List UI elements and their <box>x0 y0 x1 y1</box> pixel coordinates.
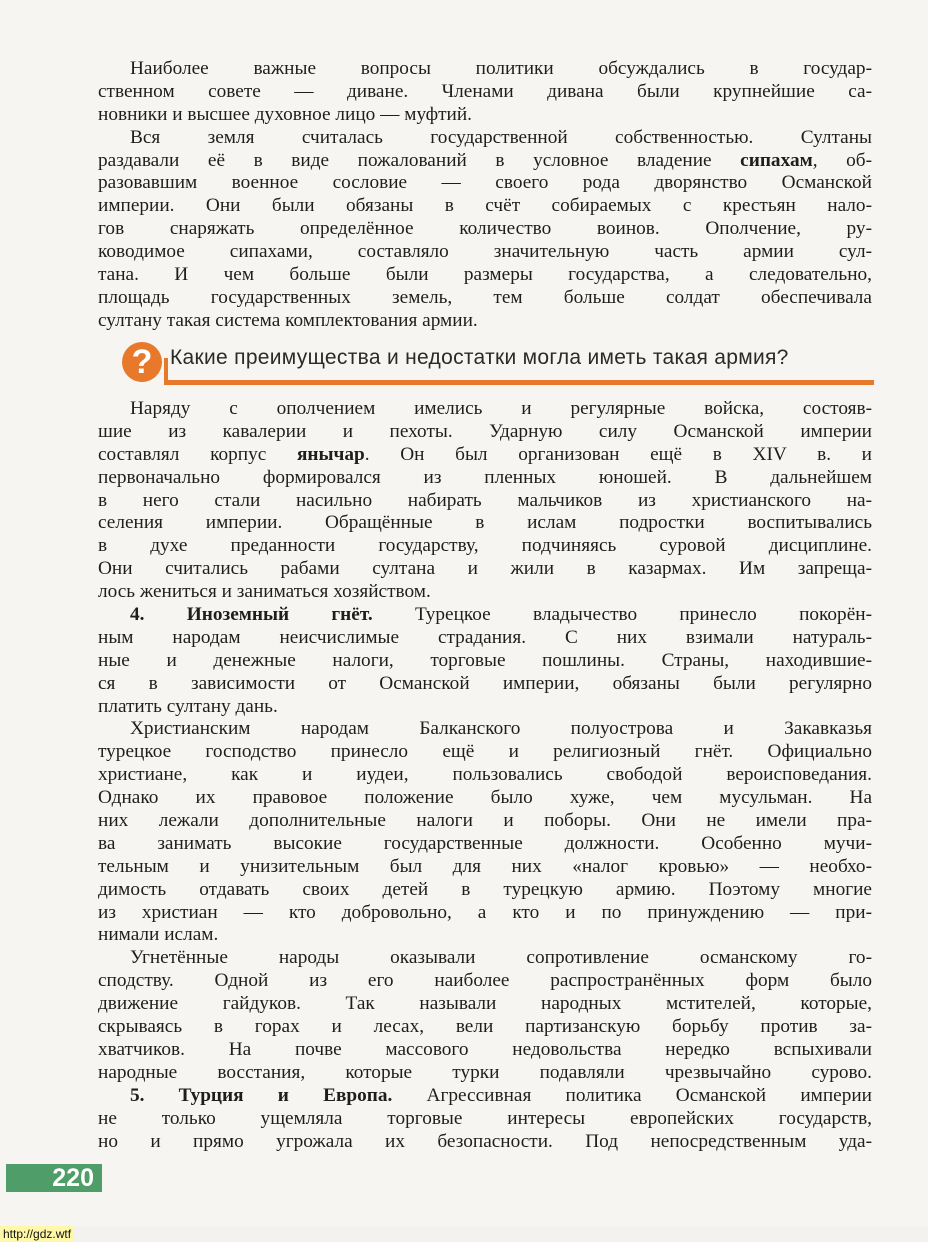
text-line <box>98 558 872 581</box>
text-segment: ся в зависимости от Османской империи, обязаны были регулярно <box>98 672 872 694</box>
text-line <box>98 1131 872 1154</box>
text-line <box>98 310 872 333</box>
text-line <box>98 172 872 195</box>
text-segment: движение гайдуков. Так называли народных мстителей, которые, <box>98 993 872 1015</box>
text-segment: новники и высшее духовное лицо — муфтий. <box>98 103 472 125</box>
text-line <box>98 764 872 787</box>
text-segment: ным народам неисчислимые страдания. С них взимали натураль- <box>98 626 872 648</box>
text-segment: Вся земля считалась государственной собственностью. Султаны <box>130 126 872 148</box>
text-line <box>98 604 872 627</box>
text-line <box>98 650 872 673</box>
text-segment: первоначально формировался из пленных юношей. В дальнейшем <box>98 466 872 488</box>
text-line <box>98 787 872 810</box>
text-line <box>98 696 872 719</box>
watermark-url[interactable]: http://gdz.wtf <box>0 1226 74 1242</box>
text-segment: нимали ислам. <box>98 924 219 946</box>
text-segment: султану такая система комплектования армии. <box>98 309 478 331</box>
text-line <box>98 81 872 104</box>
text-segment: народные восстания, которые турки подавляли чрезвычайно сурово. <box>98 1061 872 1083</box>
text-segment: разовавшим военное сословие — своего рода дворянство Османской <box>98 172 872 194</box>
text-segment: ва занимать высокие государственные должности. Особенно мучи- <box>98 832 872 854</box>
text-line <box>98 490 872 513</box>
text-line <box>98 150 872 173</box>
text-line <box>98 673 872 696</box>
text-line <box>98 1016 872 1039</box>
bold-term: янычар <box>296 443 365 465</box>
text-block-main <box>98 398 872 1153</box>
text-segment: Наиболее важные вопросы политики обсуждались в государ- <box>130 58 872 79</box>
text-line <box>98 241 872 264</box>
text-segment: димость отдавать своих детей в турецкую армию. Поэтому многие <box>98 878 872 900</box>
text-line <box>98 879 872 902</box>
text-line <box>98 264 872 287</box>
question-callout <box>122 338 874 388</box>
text-segment: империи. Они были обязаны в счёт собираемых с крестьян нало- <box>98 195 872 217</box>
text-line <box>98 444 872 467</box>
text-line <box>98 127 872 150</box>
text-line <box>98 398 872 421</box>
text-segment: Наряду с ополчением имелись и регулярные войска, состояв- <box>130 398 872 419</box>
text-line <box>98 810 872 833</box>
text-segment: ственном совете — диване. Членами дивана были крупнейшие са- <box>98 80 872 102</box>
text-line <box>98 1062 872 1085</box>
text-segment: в духе преданности государству, подчиняясь суровой дисциплине. <box>98 535 872 557</box>
text-segment: из христиан — кто добровольно, а кто и по принуждению — при- <box>98 901 872 923</box>
text-segment: составлял корпус <box>98 443 297 465</box>
text-segment: не только ущемляла торговые интересы европейских государств, <box>98 1107 872 1129</box>
page-number: 220 <box>6 1164 102 1192</box>
text-segment: скрываясь в горах и лесах, вели партизанскую борьбу против за- <box>98 1016 872 1038</box>
text-line <box>98 1108 872 1131</box>
text-line <box>98 581 872 604</box>
text-segment: христиане, как и иудеи, пользовались свободой вероисповедания. <box>98 764 872 786</box>
text-line <box>98 970 872 993</box>
text-segment: площадь государственных земель, тем больше солдат обеспечивала <box>98 286 872 308</box>
text-line <box>98 218 872 241</box>
text-line <box>98 993 872 1016</box>
text-line <box>98 718 872 741</box>
text-segment: гов снаряжать определённое количество воинов. Ополчение, ру- <box>98 218 872 240</box>
text-line <box>98 467 872 490</box>
text-line <box>98 627 872 650</box>
text-line <box>98 1039 872 1062</box>
text-segment: лось жениться и заниматься хозяйством. <box>98 581 431 603</box>
text-line <box>98 195 872 218</box>
text-line <box>98 512 872 535</box>
text-segment: платить султану дань. <box>98 695 278 717</box>
text-segment: них лежали дополнительные налоги и поборы. Они не имели пра- <box>98 810 872 832</box>
text-segment: тельным и унизительным был для них «налог кровью» — необхо- <box>98 855 872 877</box>
text-line <box>98 1085 872 1108</box>
question-icon: ? <box>122 342 162 382</box>
text-segment: сподству. Одной из его наиболее распространённых форм было <box>98 970 872 992</box>
text-line <box>98 924 872 947</box>
text-line <box>98 287 872 310</box>
bold-term: 4. Иноземный гнёт. <box>130 604 373 626</box>
text-line <box>98 58 872 81</box>
text-line <box>98 741 872 764</box>
text-segment: Турецкое владычество принесло покорён- <box>372 604 872 626</box>
text-segment: Агрессивная политика Османской империи <box>392 1084 872 1106</box>
text-line <box>98 947 872 970</box>
text-segment: но и прямо угрожала их безопасности. Под непосредственным уда- <box>98 1130 872 1152</box>
bold-term: сипахам <box>740 149 813 171</box>
text-line <box>98 535 872 558</box>
text-block-top <box>98 58 872 333</box>
text-segment: Однако их правовое положение было хуже, чем мусульман. На <box>98 787 872 809</box>
text-segment: турецкое господство принесло ещё и религиозный гнёт. Официально <box>98 741 872 763</box>
question-text: Какие преимущества и недостатки могла иметь такая армия? <box>170 346 789 369</box>
text-segment: Угнетённые народы оказывали сопротивление османскому го- <box>130 947 872 969</box>
text-segment: селения империи. Обращённые в ислам подростки воспитывались <box>98 512 872 534</box>
text-segment: шие из кавалерии и пехоты. Ударную силу Османской империи <box>98 420 872 442</box>
text-segment: , об- <box>812 149 873 171</box>
text-segment: в него стали насильно набирать мальчиков из христианского на- <box>98 489 872 511</box>
text-line <box>98 421 872 444</box>
text-line <box>98 902 872 925</box>
text-line <box>98 104 872 127</box>
bold-term: 5. Турция и Европа. <box>130 1084 393 1106</box>
text-line <box>98 856 872 879</box>
text-segment: ные и денежные налоги, торговые пошлины. Страны, находившие- <box>98 649 872 671</box>
text-line <box>98 833 872 856</box>
text-segment: . Он был организован ещё в XIV в. и <box>364 443 873 465</box>
text-segment: тана. И чем больше были размеры государства, а следовательно, <box>98 264 872 286</box>
text-segment: Они считались рабами султана и жили в казармах. Им запреща- <box>98 558 872 580</box>
text-segment: ководимое сипахами, составляло значительную часть армии сул- <box>98 241 872 263</box>
text-segment: Христианским народам Балканского полуострова и Закавказья <box>130 718 872 740</box>
text-segment: хватчиков. На почве массового недовольства нередко вспыхивали <box>98 1038 872 1060</box>
callout-underline <box>164 380 874 385</box>
text-segment: раздавали её в виде пожалований в условное владение <box>98 149 741 171</box>
